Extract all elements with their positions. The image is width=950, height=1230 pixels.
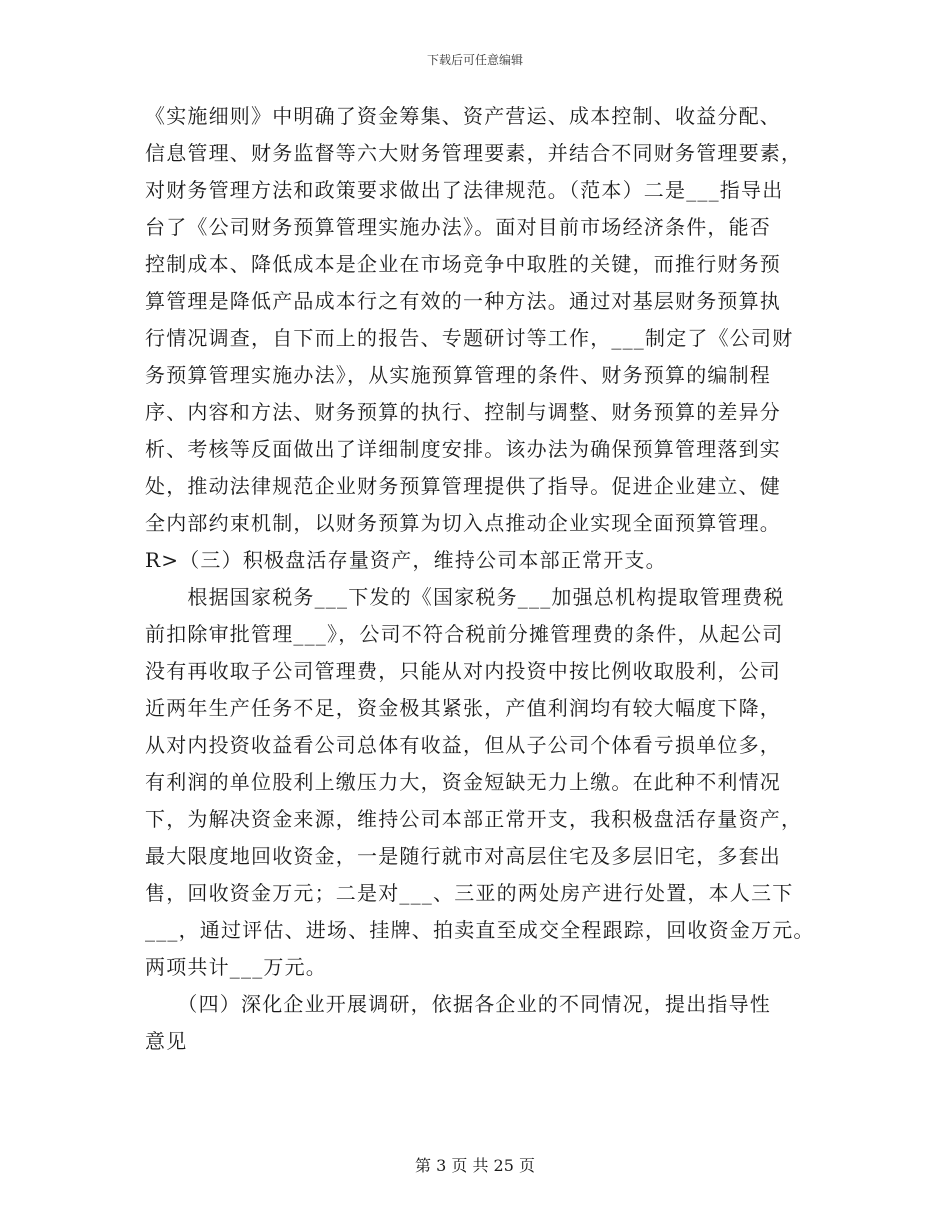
text-line: 意见 (145, 1029, 188, 1053)
section-heading: （四）深化企业开展调研，依据各企业的不同情况，提出指导性 (145, 992, 771, 1016)
page-header-note: 下载后可任意编辑 (426, 53, 523, 67)
text-line: 前扣除审批管理___》，公司不符合税前分摊管理费的条件，从起公司 (145, 622, 784, 646)
text-line: 根据国家税务___下发的《国家税务___加强总机构提取管理费税 (145, 585, 785, 609)
text-line: 处，推动法律规范企业财务预算管理提供了指导。促进企业建立、健 (145, 474, 781, 498)
text-line: 从对内投资收益看公司总体有收益，但从子公司个体看亏损单位多， (145, 733, 781, 757)
text-line: 序、内容和方法、财务预算的执行、控制与调整、财务预算的差异分 (145, 400, 781, 424)
text-line: 《实施细则》中明确了资金筹集、资产营运、成本控制、收益分配、 (145, 104, 781, 128)
text-line: 务预算管理实施办法》，从实施预算管理的条件、财务预算的编制程 (145, 363, 771, 387)
text-line: 最大限度地回收资金，一是随行就市对高层住宅及多层旧宅，多套出 (145, 844, 781, 868)
text-line: 下，为解决资金来源，维持公司本部正常开支，我积极盘活存量资产， (145, 807, 803, 831)
text-line: 析、考核等反面做出了详细制度安排。该办法为确保预算管理落到实 (145, 437, 781, 461)
text-line: 两项共计___万元。 (145, 955, 327, 979)
text-line: 有利润的单位股利上缴压力大，资金短缺无力上缴。在此种不利情况 (145, 770, 781, 794)
document-body (145, 98, 815, 1060)
text-line: 台了《公司财务预算管理实施办法》。面对目前市场经济条件，能否 (145, 215, 771, 239)
text-line: 信息管理、财务监督等六大财务管理要素，并结合不同财务管理要素， (145, 141, 803, 165)
text-line: 控制成本、降低成本是企业在市场竞争中取胜的关键，而推行财务预 (145, 252, 781, 276)
page-number: 第 3 页 共 25 页 (415, 1156, 535, 1175)
text-line: 没有再收取子公司管理费，只能从对内投资中按比例收取股利，公司 (145, 659, 781, 683)
text-line: 行情况调查，自下而上的报告、专题研讨等工作，___制定了《公司财 (145, 326, 794, 350)
text-line: 算管理是降低产品成本行之有效的一种方法。通过对基层财务预算执 (145, 289, 781, 313)
text-line: 售，回收资金万元；二是对___、三亚的两处房产进行处置，本人三下 (145, 881, 794, 905)
section-heading: R>（三）积极盘活存量资产，维持公司本部正常开支。 (145, 548, 667, 572)
text-line: 对财务管理方法和政策要求做出了法律规范。（范本）二是___指导出 (145, 178, 784, 202)
text-line: 全内部约束机制，以财务预算为切入点推动企业实现全面预算管理。 (145, 511, 781, 535)
text-line: 近两年生产任务不足，资金极其紧张，产值利润均有较大幅度下降， (145, 696, 781, 720)
text-line: ___，通过评估、进场、挂牌、拍卖直至成交全程跟踪，回收资金万元。 (145, 918, 815, 942)
